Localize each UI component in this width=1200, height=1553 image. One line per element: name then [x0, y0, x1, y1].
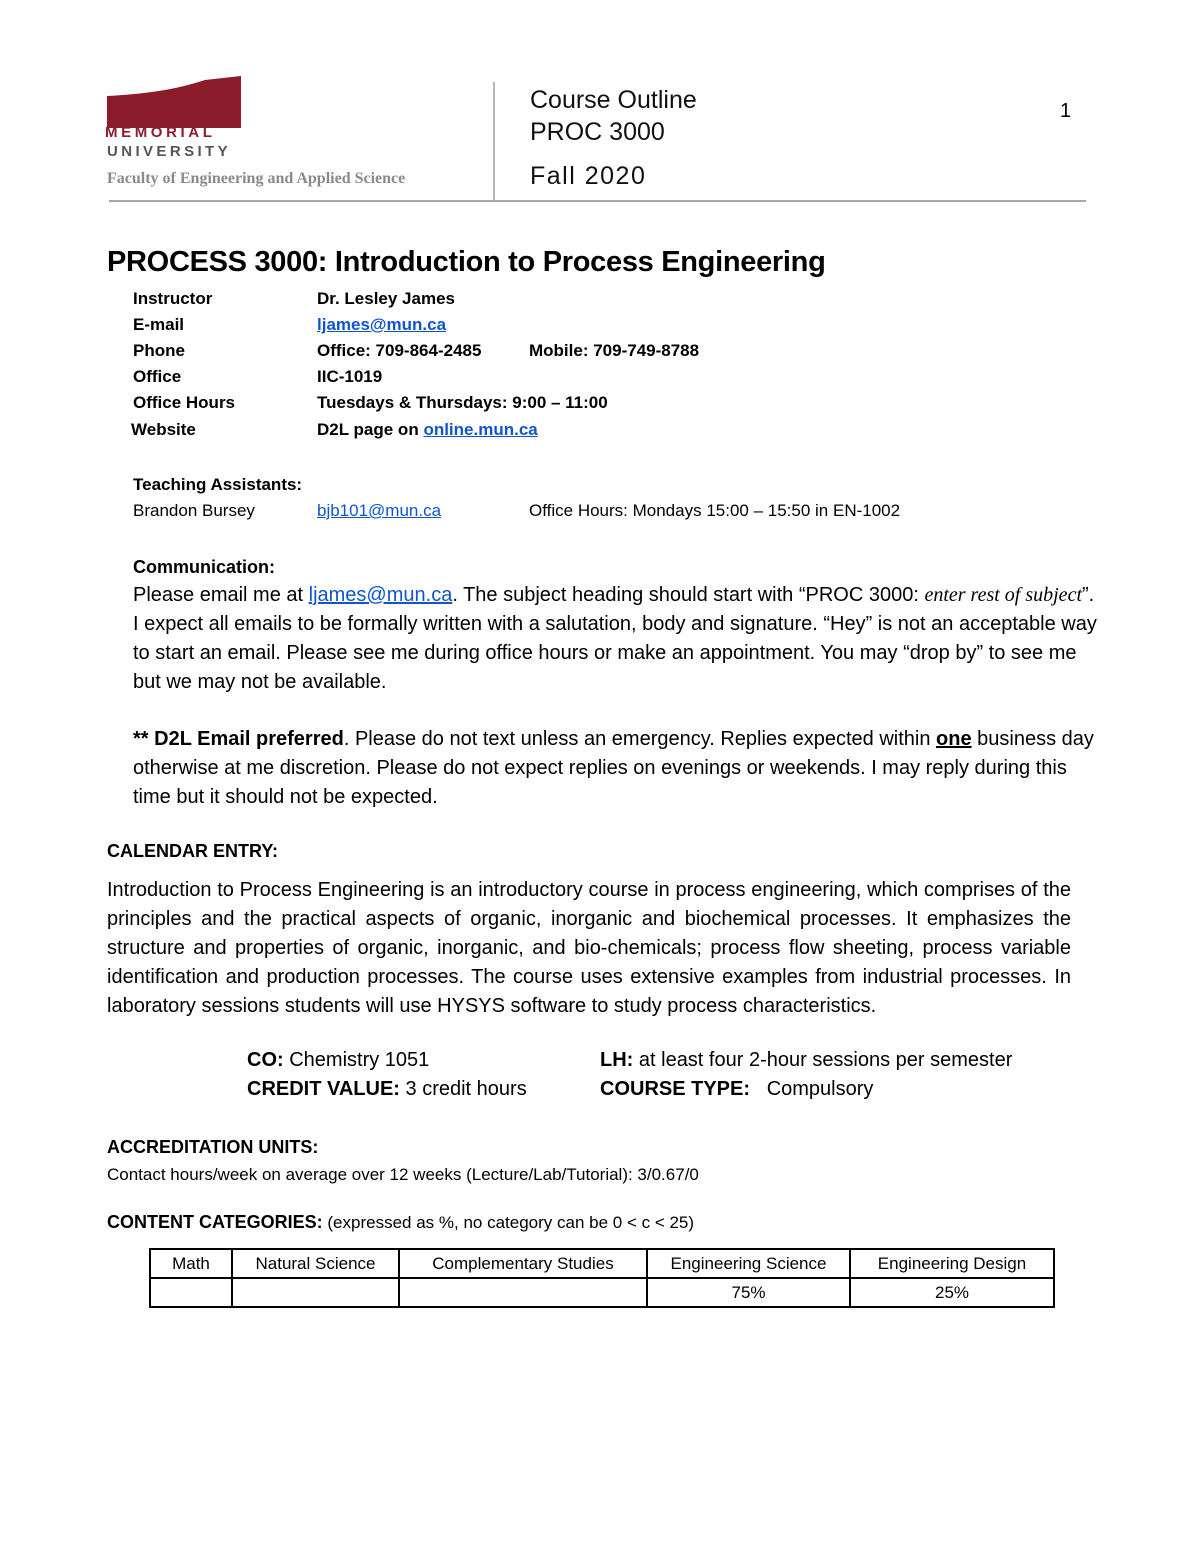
- website-link[interactable]: online.mun.ca: [423, 420, 538, 439]
- lh-label: LH:: [600, 1049, 634, 1071]
- value-engineering-science: 75%: [647, 1278, 850, 1307]
- course-code: PROC 3000: [530, 118, 665, 146]
- value-math: [150, 1278, 232, 1307]
- d2l-preferred: ** D2L Email preferred: [133, 728, 344, 750]
- page-title: PROCESS 3000: Introduction to Process Engineering: [107, 246, 826, 278]
- phone-office: Office: 709-864-2485: [317, 341, 482, 360]
- communication-heading: Communication:: [133, 557, 275, 577]
- content-categories-title: [107, 1212, 694, 1233]
- content-categories-heading: CONTENT CATEGORIES:: [107, 1212, 323, 1232]
- ta-heading: Teaching Assistants:: [133, 475, 303, 494]
- d2l-text-b: business day otherwise at me discretion. Please do not expect replies on evenings or weekends. I may reply during this time but it should not be expected.: [133, 728, 1094, 808]
- comm-text-c: ”. I expect all emails to be formally written with a salutation, body and signature. “Hey” is not an acceptable way to start an email. Please see me during office hours or make an appointment. You may “drop by” to see me but we may not be available.: [133, 584, 1097, 693]
- co-entry: [247, 1049, 429, 1072]
- comm-email-link[interactable]: ljames@mun.ca: [308, 584, 453, 606]
- phone-label: Phone: [133, 341, 185, 360]
- page-number: 1: [1060, 100, 1072, 122]
- comm-text-b: . The subject heading should start with “PROC 3000:: [452, 584, 925, 606]
- header-divider: [493, 82, 495, 200]
- instructor-label: Instructor: [133, 289, 213, 308]
- svg-text:UNIVERSITY: UNIVERSITY: [107, 143, 232, 160]
- lh-entry: [600, 1049, 1012, 1072]
- website-label: Website: [131, 420, 196, 439]
- comm-text-a: Please email me at: [133, 584, 309, 606]
- course-type-entry: [600, 1078, 873, 1101]
- calendar-text: Introduction to Process Engineering is an introductory course in process engineering, which comprises of the principles and the practical aspects of organic, inorganic and biochemical processes. It emphasizes the structure and properties of organic, inorganic, and bio-chemicals; process flow sheeting, process variable identification and production processes. The course uses extensive examples from industrial processes. In laboratory sessions students will use HYSYS software to study process characteristics.: [107, 879, 1071, 1017]
- course-type-value: Compulsory: [750, 1078, 874, 1100]
- communication-paragraph: [133, 581, 1099, 697]
- ta-name: Brandon Bursey: [133, 501, 255, 520]
- table-header-row: [150, 1249, 1054, 1278]
- website-prefix: D2L page on: [317, 420, 424, 439]
- content-categories-table: [149, 1248, 1055, 1308]
- value-complementary-studies: [399, 1278, 647, 1307]
- faculty-name: Faculty of Engineering and Applied Science: [107, 170, 406, 187]
- website-value: [317, 420, 538, 440]
- header-rule: [109, 200, 1086, 202]
- col-header-engineering-design: Engineering Design: [850, 1249, 1054, 1278]
- col-header-math: Math: [150, 1249, 232, 1278]
- lh-value: at least four 2-hour sessions per semester: [633, 1049, 1013, 1071]
- svg-text:MEMORIAL: MEMORIAL: [105, 124, 216, 141]
- instructor-value: Dr. Lesley James: [317, 289, 455, 308]
- office-value: IIC-1019: [317, 367, 383, 386]
- credit-entry: [247, 1078, 527, 1101]
- value-natural-science: [232, 1278, 399, 1307]
- co-value: Chemistry 1051: [283, 1049, 430, 1071]
- col-header-engineering-science: Engineering Science: [647, 1249, 850, 1278]
- instructor-email-link[interactable]: ljames@mun.ca: [317, 315, 447, 334]
- d2l-paragraph: [133, 725, 1099, 812]
- course-type-label: COURSE TYPE:: [600, 1078, 751, 1100]
- office-hours-value: Tuesdays & Thursdays: 9:00 – 11:00: [317, 393, 608, 412]
- accreditation-heading: ACCREDITATION UNITS:: [107, 1137, 319, 1157]
- table-value-row: [150, 1278, 1054, 1307]
- accreditation-text: Contact hours/week on average over 12 weeks (Lecture/Lab/Tutorial): 3/0.67/0: [107, 1165, 699, 1184]
- ta-office-hours: Office Hours: Mondays 15:00 – 15:50 in EN-1002: [529, 501, 901, 520]
- credit-label: CREDIT VALUE:: [247, 1078, 400, 1100]
- credit-value: 3 credit hours: [399, 1078, 527, 1100]
- memorial-university-logo: [105, 74, 245, 162]
- phone-mobile: Mobile: 709-749-8788: [529, 341, 700, 360]
- content-categories-note: (expressed as %, no category can be 0 < c < 25): [322, 1213, 695, 1232]
- office-hours-label: Office Hours: [133, 393, 236, 412]
- comm-italic: enter rest of subject: [924, 584, 1082, 606]
- term: Fall 2020: [530, 162, 647, 190]
- ta-email-link[interactable]: bjb101@mun.ca: [317, 501, 442, 520]
- value-engineering-design: 25%: [850, 1278, 1054, 1307]
- d2l-text-a: . Please do not text unless an emergency. Replies expected within: [343, 728, 937, 750]
- col-header-natural-science: Natural Science: [232, 1249, 399, 1278]
- d2l-emphasis: one: [936, 728, 972, 750]
- calendar-heading: CALENDAR ENTRY:: [107, 841, 278, 861]
- doc-type: Course Outline: [530, 86, 697, 114]
- co-label: CO:: [247, 1049, 284, 1071]
- col-header-complementary-studies: Complementary Studies: [399, 1249, 647, 1278]
- office-label: Office: [133, 367, 182, 386]
- email-label: E-mail: [133, 315, 185, 334]
